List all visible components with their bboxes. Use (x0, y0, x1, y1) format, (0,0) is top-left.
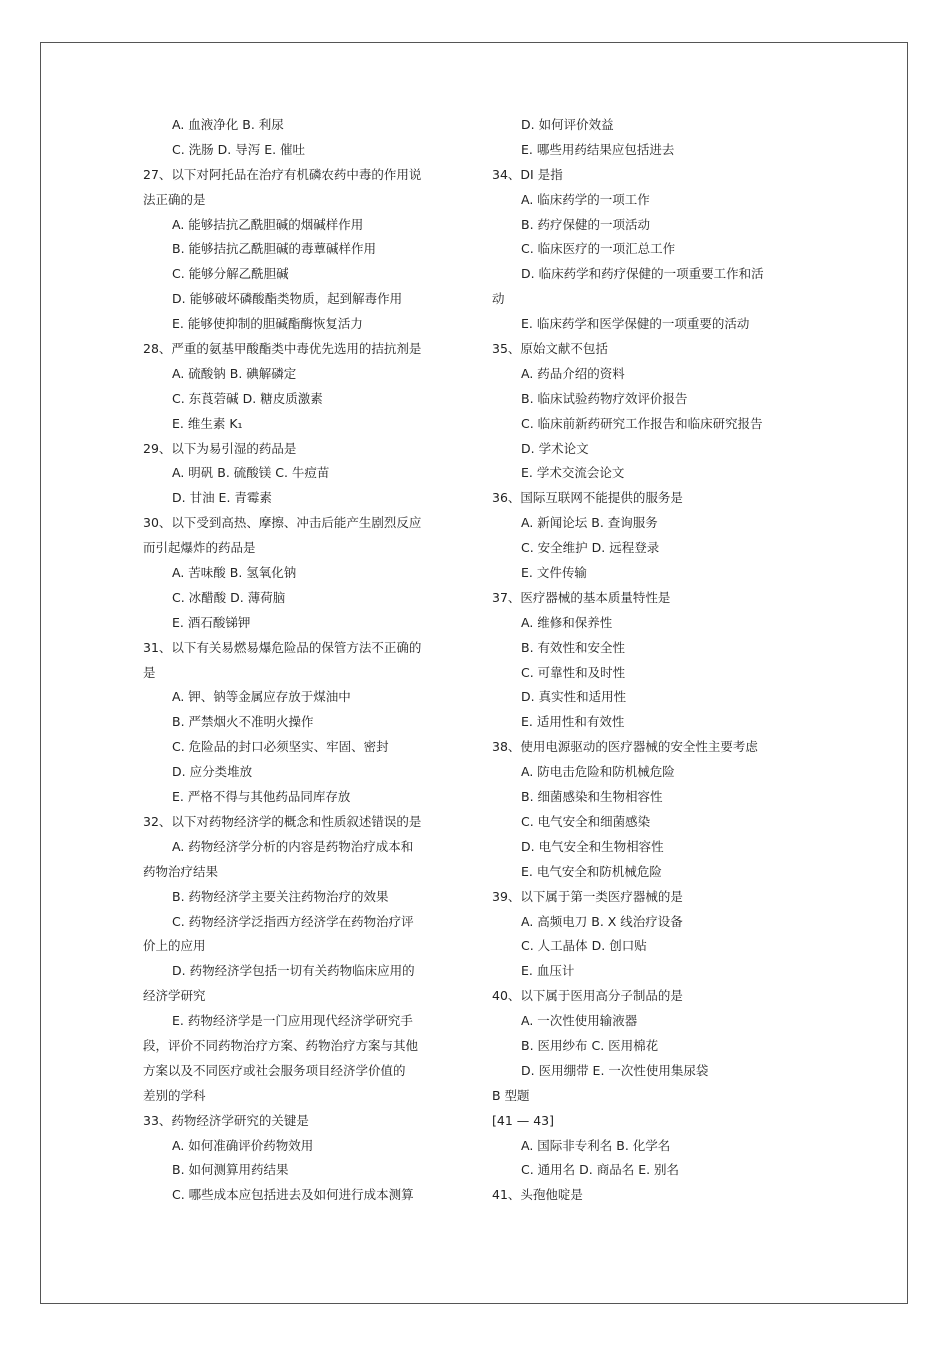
text-line: E. 临床药学和医学保健的一项重要的活动 (521, 316, 750, 332)
text-line: E. 哪些用药结果应包括进去 (521, 141, 675, 157)
text-line: A. 高频电刀 B. X 线治疗设备 (521, 913, 683, 929)
text-line: C. 通用名 D. 商品名 E. 别名 (521, 1162, 680, 1178)
text-line: 价上的应用 (143, 938, 206, 954)
text-line: D. 真实性和适用性 (521, 689, 627, 705)
text-line: 35、原始文献不包括 (492, 341, 608, 357)
text-line: E. 酒石酸锑钾 (172, 614, 251, 630)
text-line: A. 国际非专利名 B. 化学名 (521, 1137, 671, 1153)
text-line: C. 哪些成本应包括进去及如何进行成本测算 (172, 1187, 414, 1203)
text-line: 37、医疗器械的基本质量特性是 (492, 589, 671, 605)
text-line: C. 安全维护 D. 远程登录 (521, 540, 660, 556)
text-line: B. 临床试验药物疗效评价报告 (521, 390, 688, 406)
text-line: D. 甘油 E. 青霉素 (172, 490, 272, 506)
text-line: D. 如何评价效益 (521, 117, 614, 132)
text-line: C. 人工晶体 D. 创口贴 (521, 938, 647, 954)
text-line: A. 明矾 B. 硫酸镁 C. 牛痘苗 (172, 465, 330, 481)
text-line: D. 医用绷带 E. 一次性使用集尿袋 (521, 1062, 709, 1078)
text-line: D. 药物经济学包括一切有关药物临床应用的 (172, 963, 415, 979)
text-line: [41 — 43] (492, 1112, 555, 1128)
text-line: E. 维生素 K₁ (172, 415, 243, 431)
left-column (143, 113, 435, 1208)
text-line: D. 电气安全和生物相容性 (521, 838, 664, 854)
text-line: A. 血液净化 B. 利尿 (172, 117, 284, 132)
text-line: C. 临床医疗的一项汇总工作 (521, 241, 676, 257)
text-line: A. 维修和保养性 (521, 614, 613, 630)
text-line: 41、头孢他啶是 (492, 1187, 583, 1203)
text-line: 而引起爆炸的药品是 (143, 540, 256, 556)
text-line: E. 适用性和有效性 (521, 714, 625, 730)
text-line: A. 如何准确评价药物效用 (172, 1137, 314, 1153)
text-line: 27、以下对阿托品在治疗有机磷农药中毒的作用说 (143, 166, 422, 182)
text-line: B. 医用纱布 C. 医用棉花 (521, 1037, 659, 1053)
text-line: C. 可靠性和及时性 (521, 664, 626, 680)
text-line: 经济学研究 (143, 988, 206, 1004)
text-line: 30、以下受到高热、摩擦、冲击后能产生剧烈反应 (143, 515, 422, 531)
text-line: 段，评价不同药物治疗方案、药物治疗方案与其他 (143, 1037, 419, 1053)
text-line: C. 危险品的封口必须坚实、牢固、密封 (172, 739, 389, 755)
text-line: E. 电气安全和防机械危险 (521, 863, 662, 879)
text-line: C. 能够分解乙酰胆碱 (172, 266, 289, 282)
text-line: A. 苦味酸 B. 氢氧化钠 (172, 565, 297, 581)
text-line: 34、DI 是指 (492, 166, 563, 182)
text-line: B. 药物经济学主要关注药物治疗的效果 (172, 888, 389, 904)
text-line: C. 药物经济学泛指西方经济学在药物治疗评 (172, 913, 414, 929)
text-line: 动 (492, 291, 505, 307)
text-line: A. 防电击危险和防机械危险 (521, 764, 675, 780)
text-line: B 型题 (492, 1087, 530, 1103)
text-line: C. 电气安全和细菌感染 (521, 813, 651, 829)
right-column (492, 113, 784, 1208)
text-line: A. 药物经济学分析的内容是药物治疗成本和 (172, 838, 414, 854)
text-line: B. 细菌感染和生物相容性 (521, 789, 663, 805)
text-line: B. 有效性和安全性 (521, 639, 626, 655)
text-line: 32、以下对药物经济学的概念和性质叙述错误的是 (143, 813, 422, 829)
text-line: A. 一次性使用输液器 (521, 1013, 638, 1029)
text-line: E. 药物经济学是一门应用现代经济学研究手 (172, 1013, 413, 1029)
text-line: C. 冰醋酸 D. 薄荷脑 (172, 589, 286, 605)
text-line: C. 洗肠 D. 导泻 E. 催吐 (172, 141, 306, 157)
text-line: 是 (143, 664, 156, 680)
text-line: A. 药品介绍的资料 (521, 365, 625, 381)
text-line: E. 严格不得与其他药品同库存放 (172, 789, 351, 805)
text-line: D. 临床药学和药疗保健的一项重要工作和活 (521, 266, 764, 282)
text-line: 40、以下属于医用高分子制品的是 (492, 988, 683, 1004)
text-line: 38、使用电源驱动的医疗器械的安全性主要考虑 (492, 739, 758, 755)
text-line: D. 学术论文 (521, 440, 589, 456)
text-line: E. 能够使抑制的胆碱酯酶恢复活力 (172, 316, 363, 332)
text-line: 29、以下为易引湿的药品是 (143, 440, 297, 456)
text-line: A. 新闻论坛 B. 查询服务 (521, 515, 658, 531)
text-line: 31、以下有关易燃易爆危险品的保管方法不正确的 (143, 639, 422, 655)
text-line: A. 钾、钠等金属应存放于煤油中 (172, 689, 351, 705)
text-line: 36、国际互联网不能提供的服务是 (492, 490, 683, 506)
text-line: C. 东莨菪碱 D. 糖皮质激素 (172, 390, 323, 406)
text-line: B. 能够拮抗乙酰胆碱的毒蕈碱样作用 (172, 241, 377, 257)
text-line: A. 临床药学的一项工作 (521, 191, 650, 207)
text-line: B. 严禁烟火不准明火操作 (172, 714, 314, 730)
text-line: A. 能够拮抗乙酰胆碱的烟碱样作用 (172, 216, 364, 232)
text-line: 法正确的是 (143, 191, 206, 207)
text-line: B. 药疗保健的一项活动 (521, 216, 651, 232)
text-line: B. 如何测算用药结果 (172, 1162, 289, 1178)
text-line: D. 能够破坏磷酸酯类物质，起到解毒作用 (172, 291, 403, 307)
text-line: 差别的学科 (143, 1087, 206, 1103)
text-line: 28、严重的氨基甲酸酯类中毒优先选用的拮抗剂是 (143, 341, 422, 357)
text-line: C. 临床前新药研究工作报告和临床研究报告 (521, 415, 763, 431)
text-line: 39、以下属于第一类医疗器械的是 (492, 888, 683, 904)
text-line: A. 硫酸钠 B. 碘解磷定 (172, 365, 297, 381)
text-line: E. 文件传输 (521, 565, 587, 581)
text-line: D. 应分类堆放 (172, 764, 253, 780)
text-line: E. 血压计 (521, 963, 575, 979)
text-line: 方案以及不同医疗或社会服务项目经济学价值的 (143, 1062, 406, 1078)
text-line: E. 学术交流会论文 (521, 465, 625, 481)
text-line: 药物治疗结果 (143, 863, 219, 879)
text-line: 33、药物经济学研究的关键是 (143, 1112, 309, 1128)
